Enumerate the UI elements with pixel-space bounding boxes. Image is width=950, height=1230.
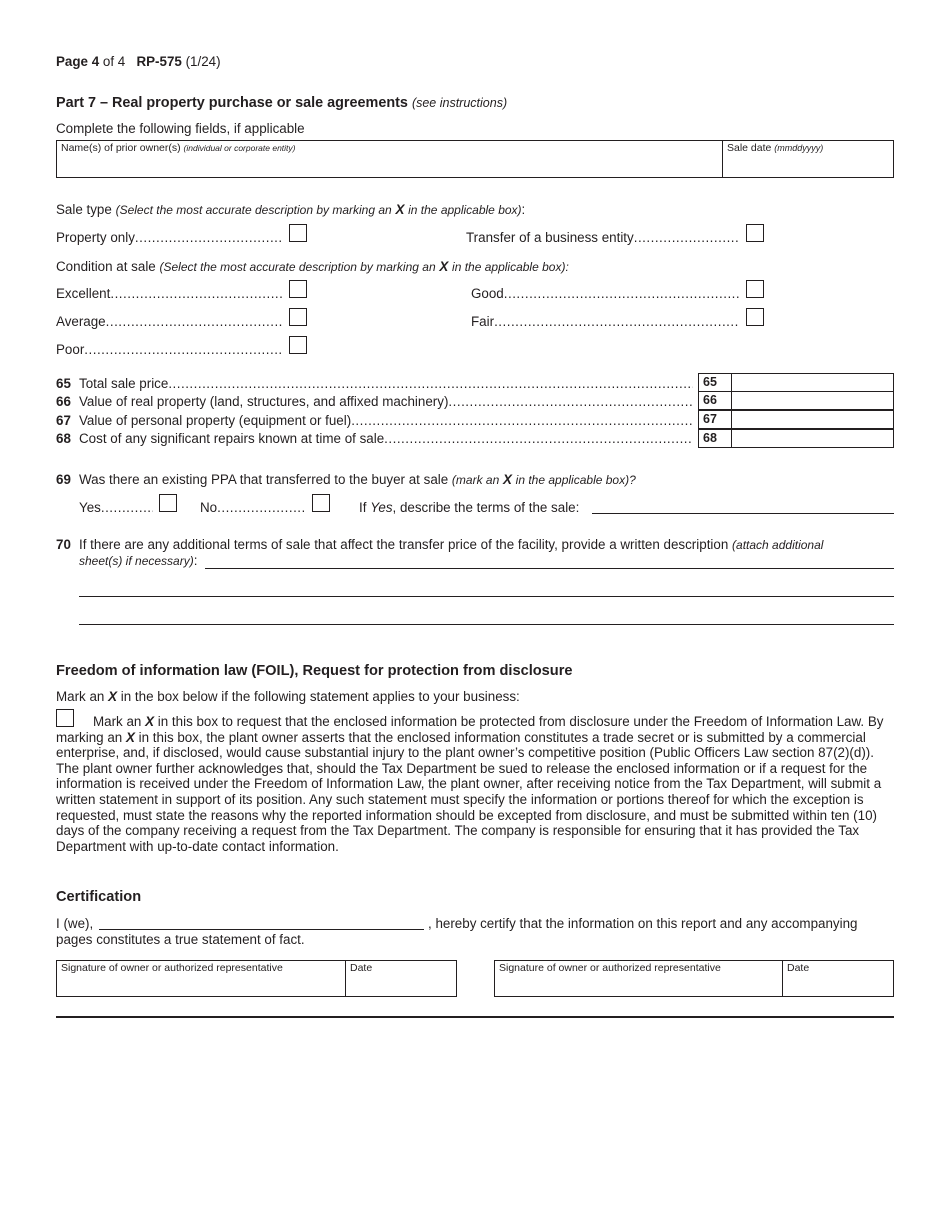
foil-p-c: in this box, the plant owner asserts that the enclosed information constitutes a trade secret or is submitted by a commercial enterprise, and, if disclosed, would cause substantial injury to the plant owner’s competitive position (Public Officers Law section 87(2)(d)). The plant owner further acknowledges that, should the Tax Department be sued to release the enclosed information or if a request for the information is received under the Freedom of Information Law, the plant owner, after receiving notice from the Tax Department, will submit a written statement in support of its position. Any such statement must specify the information or portions thereof for which the exception is requested, must state the reasons why the reported information should be excepted from disclosure, and must be submitted within ten (10) days of the company receiving a request from the Tax Department. The company is responsible for ensuring that it has provided the Tax Department with up-to-date contact information. — [56, 729, 882, 854]
page-of: of 4 — [102, 54, 126, 69]
line-67-number: 67 — [56, 413, 71, 428]
prior-owner-field[interactable] — [56, 140, 723, 178]
line-69-note-a: (mark an — [451, 473, 500, 487]
poor-label: Poor — [56, 342, 85, 357]
transfer-business-label: Transfer of a business entity — [466, 230, 634, 245]
average-label: Average — [56, 314, 106, 329]
leader-dots — [101, 500, 153, 515]
line-67-row — [79, 413, 693, 428]
sale-type-heading — [56, 202, 525, 217]
line-68-label: Cost of any significant repairs known at time of sale — [79, 431, 385, 446]
fair-row — [471, 314, 740, 329]
line-69-number: 69 — [56, 472, 71, 487]
excellent-checkbox[interactable] — [289, 280, 307, 298]
leader-dots — [448, 394, 693, 409]
line-70-question-cont — [79, 553, 197, 568]
average-row — [56, 314, 282, 329]
line-67-value[interactable] — [732, 411, 893, 428]
leader-dots — [384, 431, 693, 446]
cert-text-a: , hereby certify that the information on this report and any accompanying — [428, 916, 858, 931]
line-65-box-number: 65 — [699, 374, 732, 391]
line-68-number: 68 — [56, 431, 71, 446]
condition-note-a: (Select the most accurate description by marking an — [159, 260, 436, 274]
leader-dots — [504, 286, 740, 301]
foil-statement — [56, 714, 894, 854]
line-70-number: 70 — [56, 537, 71, 552]
line-66-number: 66 — [56, 394, 71, 409]
foil-p-a: Mark an — [93, 714, 142, 729]
if-yes-b: , describe the terms of the sale: — [392, 500, 580, 515]
sale-type-note-x: X — [395, 202, 405, 217]
condition-note-b: in the applicable box): — [452, 260, 569, 274]
prior-owner-note: (individual or corporate entity) — [183, 143, 296, 153]
foil-p-x1: X — [145, 714, 155, 729]
leader-dots — [494, 314, 740, 329]
property-only-label: Property only — [56, 230, 135, 245]
line-69-question — [79, 472, 636, 487]
line-67-field[interactable] — [698, 410, 894, 429]
condition-heading — [56, 259, 569, 274]
line-66-label: Value of real property (land, structures, and affixed machinery) — [79, 394, 449, 409]
line-70-input-1[interactable] — [205, 553, 894, 569]
good-checkbox[interactable] — [746, 280, 764, 298]
yes-row — [79, 500, 153, 515]
if-yes-terms-input[interactable] — [592, 499, 894, 514]
page-number: Page 4 — [56, 54, 100, 69]
leader-dots — [84, 342, 282, 357]
if-yes-a: If — [359, 500, 367, 515]
line-69-text: Was there an existing PPA that transferred to the buyer at sale — [79, 472, 449, 487]
average-checkbox[interactable] — [289, 308, 307, 326]
part7-title: Part 7 – Real property purchase or sale agreements — [56, 95, 408, 111]
condition-note-x: X — [439, 259, 449, 274]
line-66-row — [79, 394, 693, 409]
sale-type-note-a: (Select the most accurate description by marking an — [115, 203, 392, 217]
signature-field-2[interactable] — [494, 960, 783, 997]
line-70-note-a: (attach additional — [732, 538, 824, 552]
line-65-label: Total sale price — [79, 376, 169, 391]
sale-type-note-b: in the applicable box) — [408, 203, 522, 217]
line-67-box-number: 67 — [699, 411, 732, 428]
if-yes-prompt — [359, 500, 579, 515]
leader-dots — [634, 230, 740, 245]
leader-dots — [217, 500, 304, 515]
line-70-text: If there are any additional terms of sale that affect the transfer price of the facility, provide a written description — [79, 537, 729, 552]
property-only-checkbox[interactable] — [289, 224, 307, 242]
line-65-value[interactable] — [732, 374, 893, 391]
yes-label: Yes — [79, 500, 101, 515]
date-label-2: Date — [787, 962, 810, 974]
sale-type-label: Sale type — [56, 202, 112, 217]
line-68-row — [79, 431, 693, 446]
cert-text-b: pages constitutes a true statement of fact. — [56, 932, 305, 947]
line-66-value[interactable] — [732, 392, 893, 409]
line-69-note-x: X — [503, 472, 512, 487]
line-67-label: Value of personal property (equipment or fuel) — [79, 413, 352, 428]
sale-type-colon: : — [521, 202, 526, 217]
sale-date-note: (mmddyyyy) — [774, 143, 824, 153]
page-header — [56, 54, 221, 69]
sale-date-label — [727, 142, 823, 154]
leader-dots — [135, 230, 282, 245]
foil-mark-x: X — [108, 689, 118, 704]
line-68-box-number: 68 — [699, 430, 732, 447]
prior-owner-label — [61, 142, 296, 154]
poor-checkbox[interactable] — [289, 336, 307, 354]
cert-name-input[interactable] — [99, 915, 424, 930]
no-checkbox[interactable] — [312, 494, 330, 512]
sale-date-label-text: Sale date — [727, 142, 772, 154]
bottom-rule — [56, 1016, 894, 1018]
transfer-business-checkbox[interactable] — [746, 224, 764, 242]
line-70-input-3[interactable] — [79, 608, 894, 625]
signature-field-1[interactable] — [56, 960, 346, 997]
date-field-2[interactable] — [782, 960, 894, 997]
foil-title: Freedom of information law (FOIL), Request for protection from disclosure — [56, 663, 573, 679]
transfer-business-row — [466, 230, 740, 245]
good-label: Good — [471, 286, 504, 301]
no-label: No — [200, 500, 218, 515]
signature-label-1: Signature of owner or authorized representative — [61, 962, 283, 974]
line-66-box-number: 66 — [699, 392, 732, 409]
date-label-1: Date — [350, 962, 373, 974]
leader-dots — [168, 376, 693, 391]
good-row — [471, 286, 740, 301]
foil-p-x2: X — [125, 729, 135, 745]
line-68-value[interactable] — [732, 430, 893, 447]
foil-p-b: in this box to request that the enclosed information be protected from disclosure under the Freedom of Information Law. By marking an — [56, 714, 884, 745]
part7-title-note: (see instructions) — [411, 96, 508, 110]
fair-label: Fair — [471, 314, 495, 329]
line-66-field[interactable] — [698, 391, 894, 410]
condition-label: Condition at sale — [56, 259, 156, 274]
part7-intro: Complete the following fields, if applicable — [56, 121, 305, 136]
poor-row — [56, 342, 282, 357]
line-68-field[interactable] — [698, 429, 894, 448]
no-row — [200, 500, 304, 515]
certification-title: Certification — [56, 889, 142, 905]
signature-label-2: Signature of owner or authorized representative — [499, 962, 721, 974]
foil-mark-a: Mark an — [56, 689, 105, 704]
excellent-row — [56, 286, 282, 301]
foil-mark-b: in the box below if the following statement applies to your business: — [120, 689, 520, 704]
property-only-row — [56, 230, 282, 245]
fair-checkbox[interactable] — [746, 308, 764, 326]
leader-dots — [110, 286, 282, 301]
foil-instruction — [56, 689, 520, 704]
part7-heading — [56, 95, 507, 111]
form-revision: (1/24) — [185, 54, 221, 69]
line-70-question — [79, 537, 823, 552]
prior-owner-label-text: Name(s) of prior owner(s) — [61, 142, 181, 154]
yes-checkbox[interactable] — [159, 494, 177, 512]
date-field-1[interactable] — [345, 960, 457, 997]
line-65-field[interactable] — [698, 373, 894, 392]
line-70-input-2[interactable] — [79, 580, 894, 597]
form-id: RP-575 — [136, 54, 182, 69]
excellent-label: Excellent — [56, 286, 111, 301]
leader-dots — [106, 314, 282, 329]
line-69-note-b: in the applicable box)? — [515, 473, 636, 487]
cert-i-we: I (we), — [56, 916, 94, 931]
line-65-row — [79, 376, 693, 391]
leader-dots — [351, 413, 693, 428]
line-65-number: 65 — [56, 376, 71, 391]
line-70-colon: : — [193, 553, 198, 568]
if-yes-italic: Yes — [370, 500, 393, 515]
line-70-note-b: sheet(s) if necessary) — [79, 554, 194, 568]
sale-date-field[interactable] — [722, 140, 894, 178]
